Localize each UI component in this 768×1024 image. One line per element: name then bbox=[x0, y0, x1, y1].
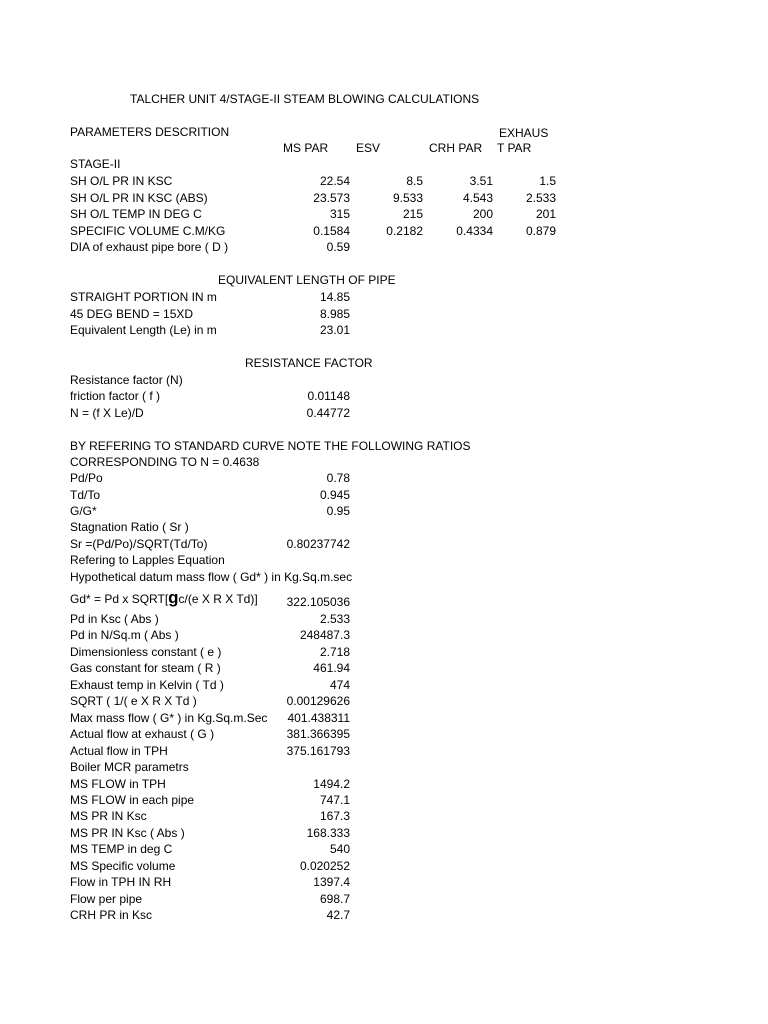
lapples-label: Refering to Lapples Equation bbox=[70, 553, 225, 567]
calc-row-label: MS FLOW in TPH bbox=[70, 776, 166, 791]
ratio-row-label: Pd/Po bbox=[70, 471, 103, 485]
param-exh-value: 1.5 bbox=[539, 174, 556, 188]
col-header-esv: ESV bbox=[356, 141, 381, 155]
resistance-row-label: friction factor ( f ) bbox=[70, 389, 161, 403]
calc-row-value: 1397.4 bbox=[313, 875, 350, 890]
gd-formula-g: g bbox=[168, 588, 179, 607]
sr-label: Sr =(Pd/Po)/SQRT(Td/To) bbox=[70, 537, 208, 551]
col-header-crh: CRH PAR bbox=[429, 141, 483, 155]
calc-row-label: Pd in Ksc ( Abs ) bbox=[70, 612, 159, 626]
calc-row-label: Exhaust temp in Kelvin ( Td ) bbox=[70, 677, 224, 692]
equiv-heading: EQUIVALENT LENGTH OF PIPE bbox=[218, 273, 396, 287]
sr-value: 0.80237742 bbox=[286, 537, 350, 551]
param-ms-value: 23.573 bbox=[313, 190, 350, 205]
calc-row-value: 1494.2 bbox=[313, 776, 350, 791]
ratios-line-1: BY REFERING TO STANDARD CURVE NOTE THE FOLLOWING RATIOS bbox=[70, 439, 471, 453]
param-ms-value: 0.1584 bbox=[313, 223, 350, 238]
equiv-row-label: Equivalent Length (Le) in m bbox=[70, 323, 217, 337]
ratios-line-2: CORRESPONDING TO N = 0.4638 bbox=[70, 455, 260, 469]
col-header-ms: MS PAR bbox=[283, 141, 329, 155]
param-esv-value: 9.533 bbox=[392, 190, 423, 205]
equiv-row-value: 14.85 bbox=[319, 290, 350, 304]
param-exh-value: 2.533 bbox=[525, 190, 556, 205]
gd-formula bbox=[70, 588, 258, 607]
calc-row-label: MS TEMP in deg C bbox=[70, 842, 173, 857]
calc-row-label: MS Specific volume bbox=[70, 858, 176, 873]
calc-row-label: Flow per pipe bbox=[70, 891, 143, 906]
param-ms-value: 22.54 bbox=[319, 174, 350, 188]
ratio-row-label: Td/To bbox=[70, 487, 101, 502]
calc-row-value: 747.1 bbox=[319, 792, 350, 807]
calc-row-value: 474 bbox=[329, 677, 350, 692]
param-row-label: DIA of exhaust pipe bore ( D ) bbox=[70, 240, 229, 254]
calc-row-label: MS FLOW in each pipe bbox=[70, 792, 195, 807]
equiv-row-label: STRAIGHT PORTION IN m bbox=[70, 290, 217, 304]
param-exh-value: 0.879 bbox=[525, 223, 556, 238]
calc-row-value: 401.438311 bbox=[287, 710, 350, 725]
calc-row-value: 42.7 bbox=[326, 908, 350, 923]
ratio-row-value: 0.945 bbox=[319, 487, 350, 502]
ratio-row-value: 0.78 bbox=[326, 471, 350, 485]
resistance-heading: RESISTANCE FACTOR bbox=[245, 356, 373, 370]
gd-formula-suffix: c/(e X R X Td)] bbox=[178, 592, 258, 606]
calc-row-value: 2.533 bbox=[319, 612, 350, 626]
calc-row-label: Dimensionless constant ( e ) bbox=[70, 644, 222, 659]
resistance-row-value: 0.44772 bbox=[306, 405, 350, 420]
param-row-label: SH O/L TEMP IN DEG C bbox=[70, 207, 202, 221]
calc-row-value: 167.3 bbox=[319, 809, 350, 824]
calc-row-label: MS PR IN Ksc bbox=[70, 809, 147, 824]
ratio-row-label: G/G* bbox=[70, 504, 97, 518]
param-ms-value: 0.59 bbox=[326, 240, 350, 254]
calc-row-label: Max mass flow ( G* ) in Kg.Sq.m.Sec bbox=[70, 710, 268, 725]
resistance-row-label: N = (f X Le)/D bbox=[70, 405, 144, 420]
ratio-row-value: 0.95 bbox=[326, 504, 350, 518]
col-header-exhaust-1: EXHAUS bbox=[499, 126, 549, 140]
calc-row-label: SQRT ( 1/( e X R X Td ) bbox=[70, 694, 197, 709]
calc-row-label: Gas constant for steam ( R ) bbox=[70, 661, 221, 676]
param-row-label: SH O/L PR IN KSC (ABS) bbox=[70, 190, 208, 205]
calc-row-value: 248487.3 bbox=[299, 628, 350, 643]
param-crh-value: 200 bbox=[472, 207, 493, 221]
calc-row-value: 381.366395 bbox=[286, 727, 350, 742]
calc-row-label: Actual flow in TPH bbox=[70, 743, 168, 758]
param-row-label: SPECIFIC VOLUME C.M/KG bbox=[70, 223, 226, 238]
calc-row-value: 461.94 bbox=[313, 661, 350, 676]
col-header-exhaust-2: T PAR bbox=[497, 141, 532, 155]
page-title: TALCHER UNIT 4/STAGE-II STEAM BLOWING CALCULATIONS bbox=[130, 92, 480, 106]
resistance-row-value: 0.01148 bbox=[307, 389, 350, 403]
calc-row-value: 0.00129626 bbox=[286, 694, 350, 709]
equiv-row-value: 8.985 bbox=[319, 306, 350, 321]
param-crh-value: 0.4334 bbox=[456, 223, 493, 238]
calc-row-value: 375.161793 bbox=[286, 743, 350, 758]
param-exh-value: 201 bbox=[535, 207, 556, 221]
calc-row-value: 168.333 bbox=[306, 825, 350, 840]
calc-row-value: 2.718 bbox=[319, 644, 350, 659]
calc-row-label: Actual flow at exhaust ( G ) bbox=[70, 727, 215, 742]
param-crh-value: 3.51 bbox=[469, 174, 493, 188]
param-esv-value: 215 bbox=[402, 207, 423, 221]
calc-row-label: Boiler MCR parametrs bbox=[70, 760, 189, 775]
param-esv-value: 8.5 bbox=[406, 174, 423, 188]
param-esv-value: 0.2182 bbox=[386, 223, 423, 238]
calc-row-value: 698.7 bbox=[319, 891, 350, 906]
stagnation-label: Stagnation Ratio ( Sr ) bbox=[70, 520, 189, 534]
resistance-sub: Resistance factor (N) bbox=[70, 373, 183, 387]
calc-row-value: 540 bbox=[329, 842, 350, 857]
equiv-row-value: 23.01 bbox=[319, 323, 350, 337]
gd-formula-prefix: Gd* = Pd x SQRT[ bbox=[70, 592, 169, 606]
hypothetical-flow-label: Hypothetical datum mass flow ( Gd* ) in Kg.Sq.m.sec bbox=[70, 570, 353, 584]
calc-row-label: Flow in TPH IN RH bbox=[70, 875, 172, 890]
params-header-label: PARAMETERS DESCRITION bbox=[70, 125, 230, 139]
calc-row-label: CRH PR in Ksc bbox=[70, 908, 153, 923]
calc-row-label: Pd in N/Sq.m ( Abs ) bbox=[70, 628, 179, 643]
calc-row-value: 0.020252 bbox=[299, 858, 350, 873]
equiv-row-label: 45 DEG BEND = 15XD bbox=[70, 306, 194, 321]
param-row-label: SH O/L PR IN KSC bbox=[70, 174, 173, 188]
param-ms-value: 315 bbox=[329, 207, 350, 221]
stage-label: STAGE-II bbox=[70, 157, 121, 171]
gd-value: 322.105036 bbox=[286, 595, 350, 609]
calc-row-label: MS PR IN Ksc ( Abs ) bbox=[70, 825, 185, 840]
param-crh-value: 4.543 bbox=[462, 190, 493, 205]
